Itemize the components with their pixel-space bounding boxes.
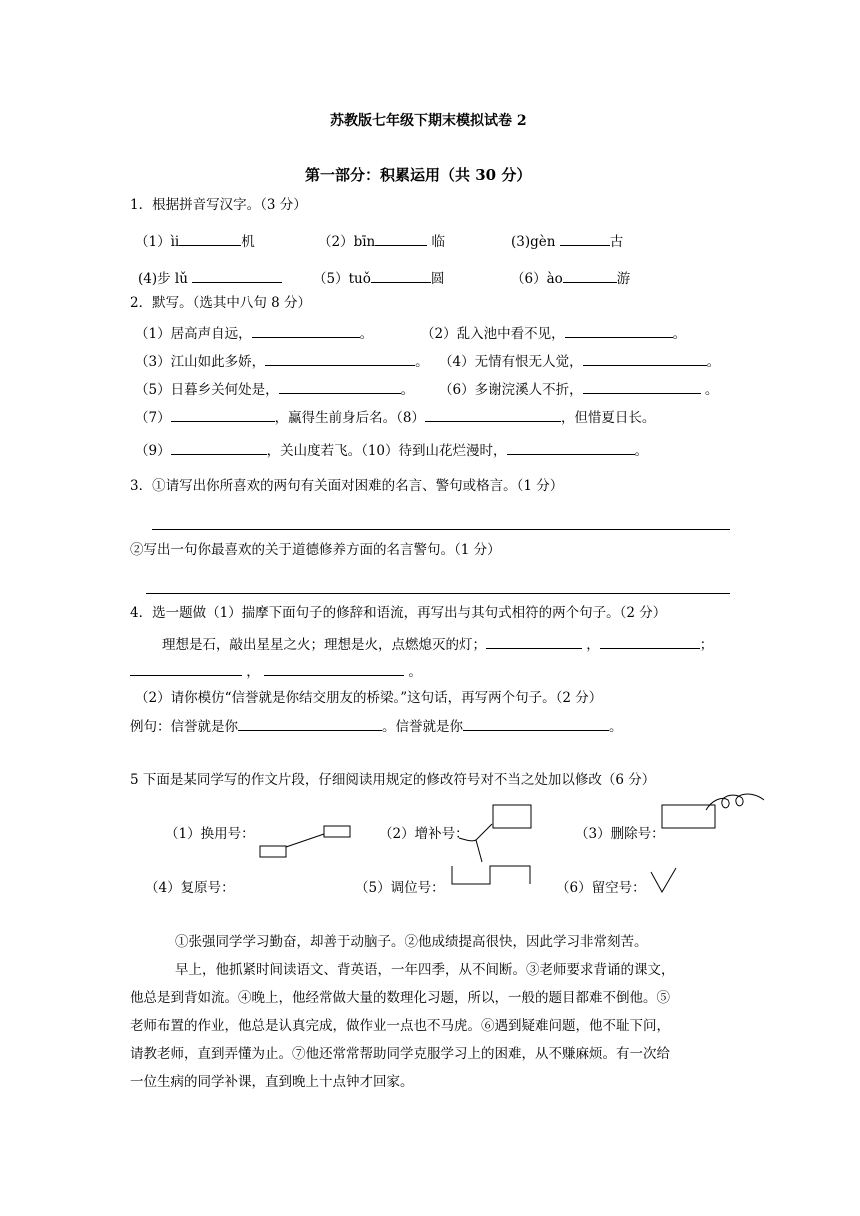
mark-label-insert: （2）增补号： (379, 826, 469, 842)
q3-part-a: 3．①请写出你所喜欢的两句有关面对困难的名言、警句或格言。（1 分） (130, 478, 564, 494)
mark-label-space: （6）留空号： (556, 880, 646, 896)
q2-line-3: （5）日暮乡关何处是， 。 (135, 382, 415, 398)
q1-stem: 1．根据拼音写汉字。（3 分） (130, 197, 307, 213)
insert-mark-stroke (476, 824, 492, 862)
q4-stem: 4．选一题做（1）揣摩下面句子的修辞和语流，再写出与其句式相符的两个句子。（2 分） (130, 605, 667, 621)
q1-item4: (4)步 lǔ (138, 270, 282, 287)
swap-mark-box-high (324, 826, 350, 837)
swap-mark-line (286, 834, 324, 847)
space-mark (651, 868, 676, 892)
passage-line-6: 一位生病的同学补课，直到晚上十点钟才回家。 (130, 1074, 414, 1090)
q1-item2: （2）bīn 临 (318, 234, 446, 250)
mark-label-delete: （3）删除号： (575, 826, 665, 842)
q2-stem: 2．默写。（选其中八句 8 分） (130, 295, 312, 311)
q5-stem: 5 下面是某同学写的作文片段，仔细阅读用规定的修改符号对不当之处加以修改（6 分） (130, 772, 656, 788)
q4-answer-line: ， 。 (130, 663, 422, 680)
q2-line-5: （9） ，关山度若飞。（10）待到山花烂漫时， 。 (135, 443, 649, 459)
q1-row1: （1）ìi 机 (135, 234, 255, 250)
passage-line-1: ①张强同学学习勤奋，却善于动脑子。②他成绩提高很快，因此学习非常刻苦。 (175, 934, 648, 950)
mark-label-restore: （4）复原号： (145, 880, 235, 896)
q2-line-1: （1）居高声自远， 。 (135, 326, 374, 342)
paper-title: 苏教版七年级下期末模拟试卷 2 (330, 113, 527, 129)
q2-line-3b: （6）多谢浣溪人不折， 。 (439, 382, 719, 398)
q2-line-4: （7） ，赢得生前身后名。（8） ，但惜夏日长。 (135, 410, 656, 426)
insert-mark-box (493, 805, 531, 828)
passage-line-5: 请教老师，直到弄懂为止。⑦他还常常帮助同学克服学习上的困难，从不赚麻烦。有一次给 (130, 1046, 670, 1062)
q4-part2-example: 例句：信誉就是你 。信誉就是你 。 (130, 719, 623, 735)
mark-label-swap: （1）换用号： (165, 826, 255, 842)
q2-line-2b: （4）无情有恨无人觉， 。 (439, 354, 721, 370)
passage-line-2: 早上，他抓紧时间读语文、背英语，一年四季，从不间断。③老师要求背诵的课文， (175, 962, 675, 978)
q4-part2: （2）请你模仿“信誉就是你结交朋友的桥梁。”这句话，再写两个句子。（2 分） (135, 690, 603, 706)
swap-mark-box-low (260, 846, 286, 857)
q1-item5: （5）tuǒ 圆 (313, 271, 445, 287)
q3-part-b: ②写出一句你最喜欢的关于道德修养方面的名言警句。（1 分） (130, 542, 501, 558)
insert-mark-tail (459, 838, 476, 841)
q2-line-2: （3）江山如此多娇， 。 (135, 354, 429, 370)
q2-line-1b: （2）乱入池中看不见， 。 (421, 326, 687, 342)
mark-label-transpose: （5）调位号： (355, 880, 445, 896)
passage-line-3: 他总是到背如流。④晚上，他经常做大量的数理化习题，所以，一般的题目都难不倒他。⑤ (130, 990, 670, 1006)
passage-line-4: 老师布置的作业，他总是认真完成，做作业一点也不马虎。⑥遇到疑难问题，他不耻下问， (130, 1018, 670, 1034)
q1-item3: (3)gèn 古 (511, 234, 624, 250)
q4-example-line: 理想是石，敲出星星之火；理想是火，点燃熄灭的灯； ， ； (162, 637, 714, 653)
transpose-mark (452, 866, 530, 884)
q1-item6: （6）ào 游 (511, 271, 631, 287)
part-one-heading: 第一部分：积累运用（共 30 分） (305, 166, 532, 184)
